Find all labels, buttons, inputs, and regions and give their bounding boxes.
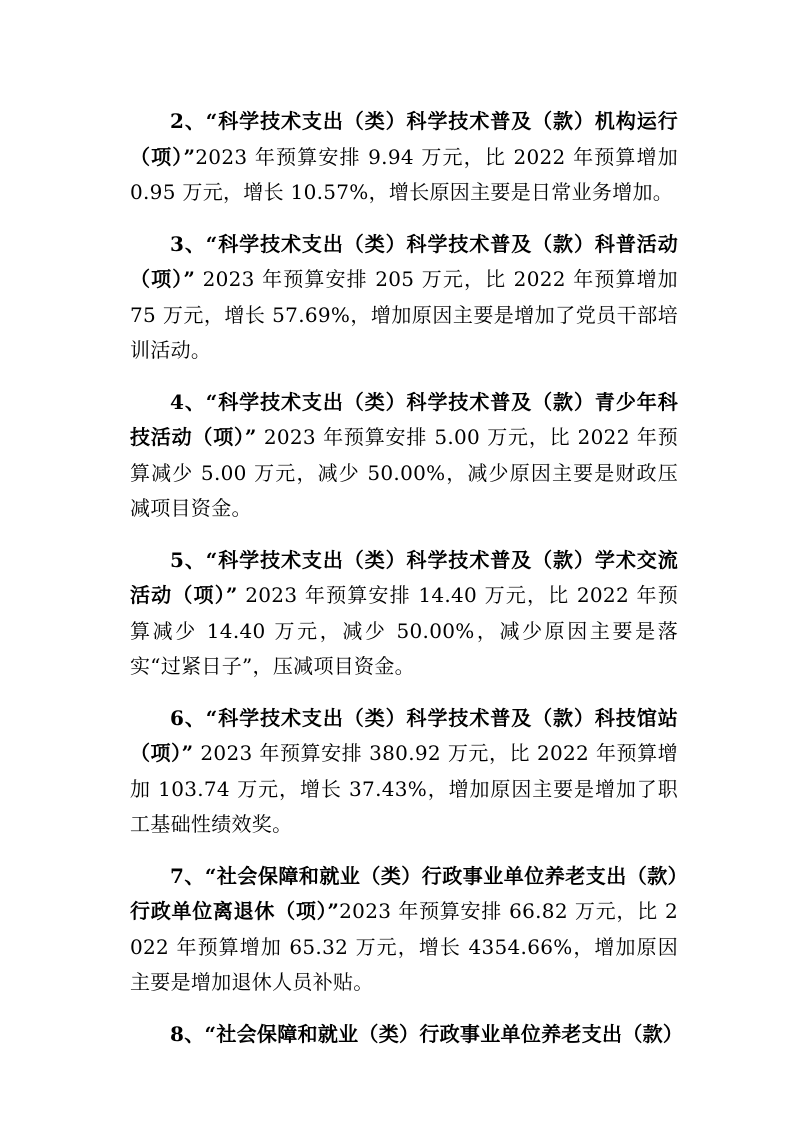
item-number: 8、 bbox=[170, 1021, 205, 1046]
item-body: 2023 年预算安排 205 万元，比 2022 年预算增加 75 万元，增长 57.69%，增加原因主要是增加了党员干部培训活动。 bbox=[130, 267, 678, 362]
paragraph-item-2 bbox=[130, 104, 678, 211]
item-body: 2023 年预算安排 66.82 万元，比 2022 年预算增加 65.32 万元，增长 4354.66%，增加原因主要是增加退休人员补贴。 bbox=[130, 899, 678, 994]
item-heading: “社会保障和就业（类）行政事业单位养老支出（款）行政单位离退休（项）” bbox=[130, 863, 678, 923]
paragraph-item-4 bbox=[130, 385, 678, 527]
item-number: 5、 bbox=[170, 547, 206, 572]
item-heading: “科学技术支出（类）科学技术普及（款）科普活动（项）” bbox=[130, 231, 678, 291]
paragraph-item-3 bbox=[130, 227, 678, 369]
item-heading: “社会保障和就业（类）行政事业单位养老支出（款） bbox=[204, 1021, 684, 1046]
document-body bbox=[130, 104, 684, 1068]
item-number: 4、 bbox=[170, 389, 206, 414]
item-heading: “科学技术支出（类）科学技术普及（款）青少年科技活动（项）” bbox=[130, 389, 678, 449]
item-body: 2023 年预算安排 380.92 万元，比 2022 年预算增加 103.74 万元，增长 37.43%，增加原因主要是增加了职工基础性绩效奖。 bbox=[130, 741, 678, 836]
item-number: 7、 bbox=[170, 863, 205, 888]
item-number: 3、 bbox=[170, 231, 206, 256]
item-heading: “科学技术支出（类）科学技术普及（款）学术交流活动（项）” bbox=[130, 547, 678, 607]
item-body: 2023 年预算安排 14.40 万元，比 2022 年预算减少 14.40 万元，减少 50.00%，减少原因主要是落实“过紧日子”，压减项目资金。 bbox=[130, 583, 678, 678]
paragraph-item-8 bbox=[130, 1017, 684, 1053]
item-heading: “科学技术支出（类）科学技术普及（款）科技馆站（项）” bbox=[130, 705, 678, 765]
paragraph-item-6 bbox=[130, 701, 678, 843]
item-heading: “科学技术支出（类）科学技术普及（款）机构运行（项）” bbox=[130, 109, 678, 169]
item-body: 2023 年预算安排 9.94 万元，比 2022 年预算增加 0.95 万元，增长 10.57%，增长原因主要是日常业务增加。 bbox=[130, 144, 678, 204]
paragraph-item-5 bbox=[130, 543, 678, 685]
item-body: 2023 年预算安排 5.00 万元，比 2022 年预算减少 5.00 万元，减少 50.00%，减少原因主要是财政压减项目资金。 bbox=[130, 425, 678, 520]
item-number: 2、 bbox=[170, 109, 206, 133]
item-number: 6、 bbox=[170, 705, 206, 730]
paragraph-item-7 bbox=[130, 859, 678, 1001]
